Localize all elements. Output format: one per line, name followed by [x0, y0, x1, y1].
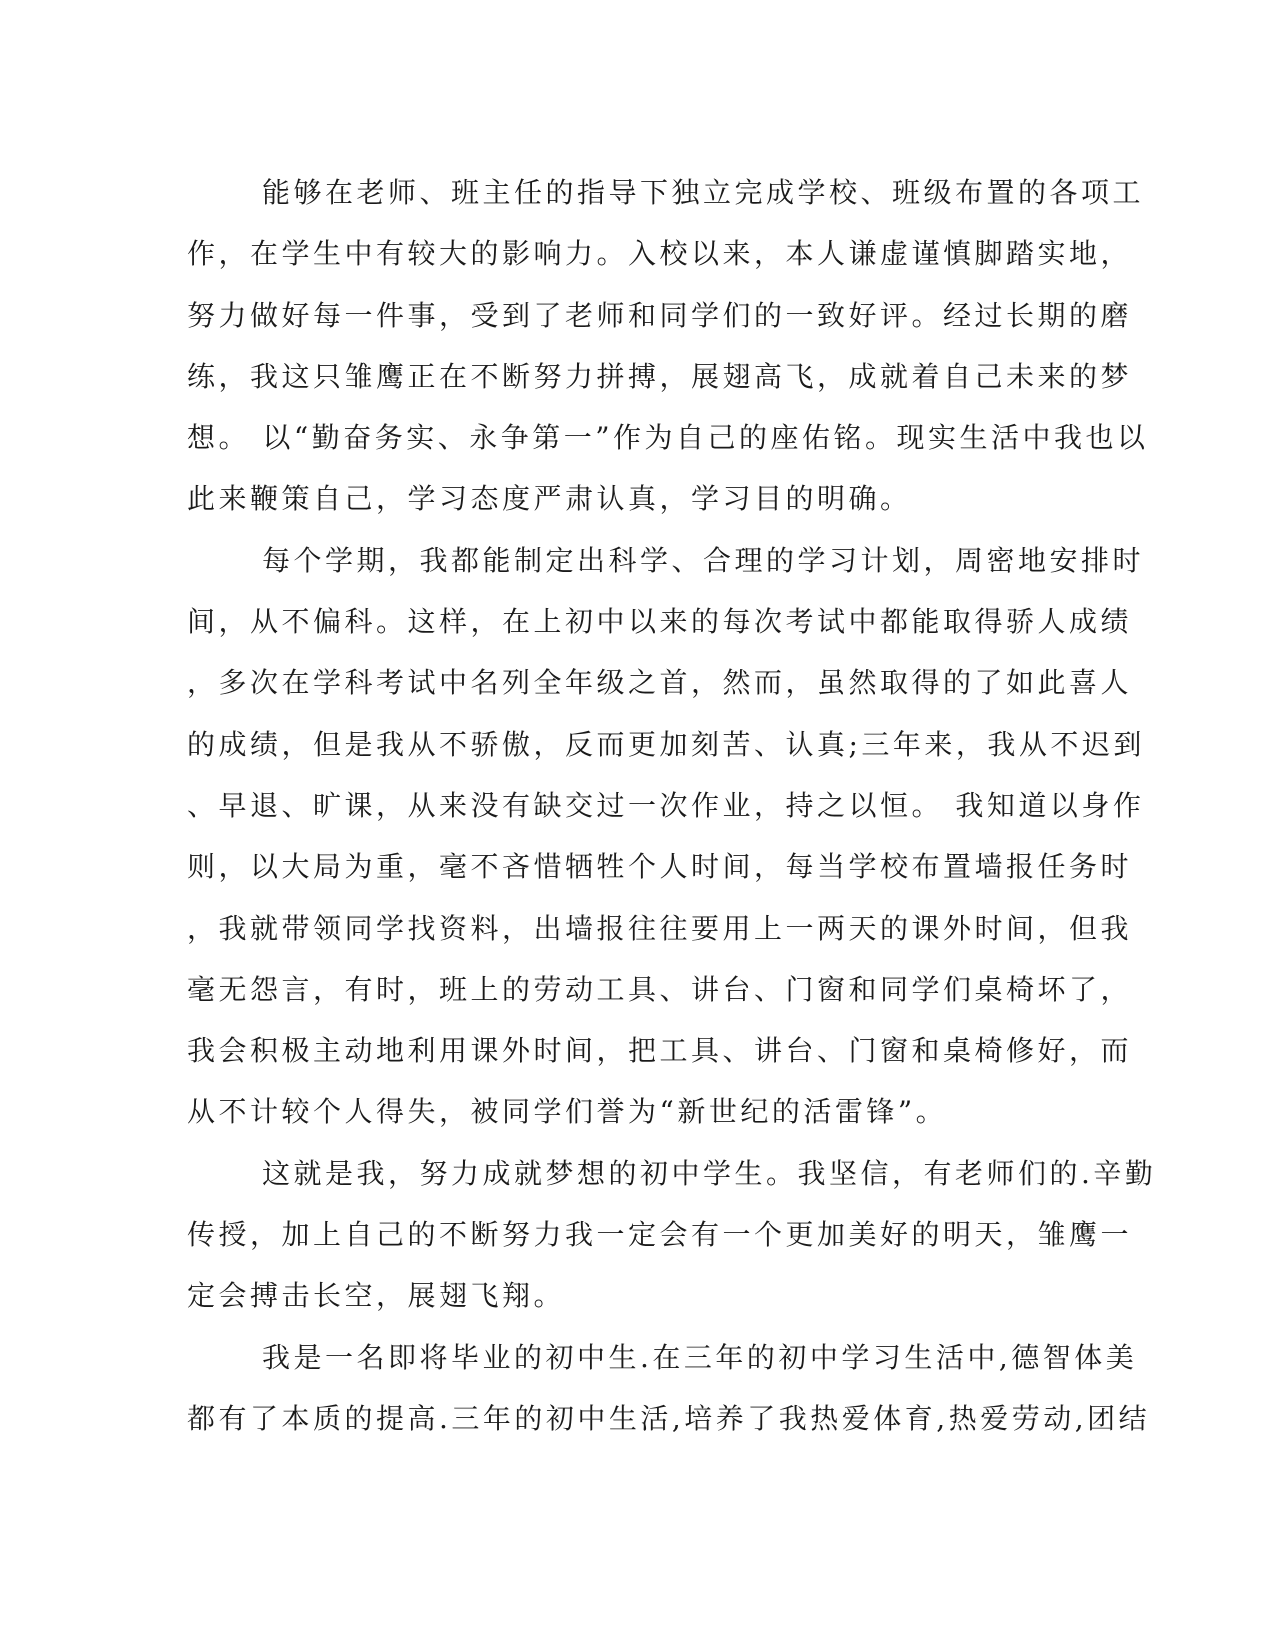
text-line: 的成绩，但是我从不骄傲，反而更加刻苦、认真;三年来，我从不迟到: [187, 727, 1145, 761]
text-line: 想。 以“勤奋务实、永争第一”作为自己的座佑铭。现实生活中我也以: [187, 421, 1149, 455]
text-line: 间，从不偏科。这样，在上初中以来的每次考试中都能取得骄人成绩: [187, 605, 1133, 639]
text-line: 从不计较个人得失，被同学们誉为“新世纪的活雷锋”。: [187, 1095, 948, 1129]
text-line: 、早退、旷课，从来没有缺交过一次作业，持之以恒。 我知道以身作: [187, 788, 1145, 822]
text-line: 作，在学生中有较大的影响力。入校以来，本人谦虚谨慎脚踏实地，: [187, 237, 1133, 271]
text-line: 都有了本质的提高.三年的初中生活,培养了我热爱体育,热爱劳动,团结: [187, 1401, 1151, 1435]
paragraph-first-line: 这就是我，努力成就梦想的初中学生。我坚信，有老师们的.辛勤: [262, 1156, 1157, 1190]
text-line: 努力做好每一件事，受到了老师和同学们的一致好评。经过长期的磨: [187, 298, 1133, 332]
text-line: 此来鞭策自己，学习态度严肃认真，学习目的明确。: [187, 482, 912, 516]
text-line: 传授，加上自己的不断努力我一定会有一个更加美好的明天，雏鹰一: [187, 1218, 1133, 1252]
text-line: 毫无怨言，有时，班上的劳动工具、讲台、门窗和同学们桌椅坏了，: [187, 972, 1133, 1006]
text-line: 练，我这只雏鹰正在不断努力拼搏，展翅高飞，成就着自己未来的梦: [187, 359, 1133, 393]
text-line: 则，以大局为重，毫不吝惜牺牲个人时间，每当学校布置墙报任务时: [187, 850, 1133, 884]
text-line: ，多次在学科考试中名列全年级之首，然而，虽然取得的了如此喜人: [187, 666, 1133, 700]
paragraph-first-line: 每个学期，我都能制定出科学、合理的学习计划，周密地安排时: [262, 543, 1145, 577]
text-line: 定会搏击长空，展翅飞翔。: [187, 1279, 566, 1313]
paragraph-first-line: 我是一名即将毕业的初中生.在三年的初中学习生活中,德智体美: [262, 1340, 1138, 1374]
paragraph-first-line: 能够在老师、班主任的指导下独立完成学校、班级布置的各项工: [262, 176, 1145, 209]
text-line: ，我就带领同学找资料，出墙报往往要用上一两天的课外时间，但我: [187, 911, 1133, 945]
text-line: 我会积极主动地利用课外时间，把工具、讲台、门窗和桌椅修好，而: [187, 1034, 1133, 1068]
body-text: [187, 162, 1157, 1449]
